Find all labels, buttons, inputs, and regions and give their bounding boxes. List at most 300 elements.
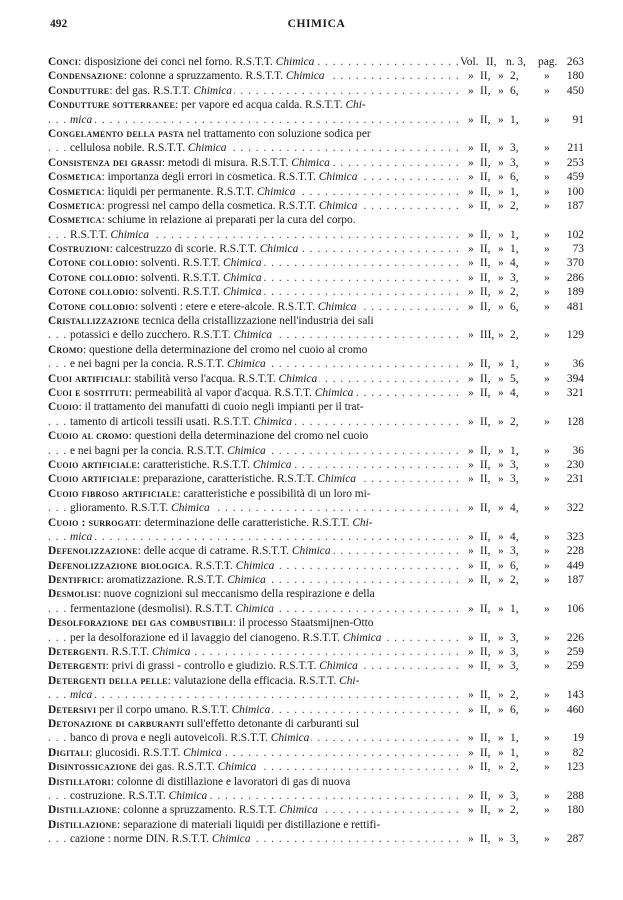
source-italic: Chimica xyxy=(193,84,233,97)
entry-text xyxy=(48,804,320,816)
ditto-mark: » xyxy=(468,300,474,313)
source-italic: Chimica xyxy=(171,502,210,515)
page-number-ref: 394 xyxy=(566,372,584,385)
entry-text xyxy=(48,560,276,572)
source-name xyxy=(235,603,274,615)
ditto-mark: » xyxy=(468,329,474,342)
index-entry xyxy=(48,300,584,314)
running-title: CHIMICA xyxy=(287,18,346,30)
source-italic: Chimica xyxy=(151,646,191,659)
ditto-mark: » xyxy=(498,689,504,702)
issue-number: 4, xyxy=(510,502,519,515)
issue-number: 3, xyxy=(510,271,519,284)
ditto-mark: » xyxy=(468,689,474,702)
entry-text xyxy=(70,632,383,644)
entry-reference xyxy=(466,530,584,544)
page-number-ref: 36 xyxy=(572,444,584,457)
source-italic: Chi- xyxy=(345,99,366,112)
ditto-mark: » xyxy=(498,372,504,385)
issue-number: 4, xyxy=(510,257,519,270)
entry-description: cellulosa nobile. R.S.T.T. xyxy=(70,142,188,155)
entry-text xyxy=(70,833,253,845)
source-italic: Chimica xyxy=(270,732,310,745)
page-number-ref: 36 xyxy=(572,358,584,371)
source-italic: Chimica xyxy=(317,300,357,313)
ditto-mark: » xyxy=(468,185,474,198)
ditto-mark: » xyxy=(544,631,550,644)
entry-text xyxy=(48,819,382,831)
source-italic: mica xyxy=(70,530,93,543)
source-italic: mica xyxy=(70,689,93,702)
ditto-mark: » xyxy=(544,70,550,83)
ditto-mark: » xyxy=(498,789,504,802)
entry-text xyxy=(48,286,264,298)
volume-number: II, xyxy=(480,545,491,558)
ditto-mark: » xyxy=(544,171,550,184)
ditto-mark: » xyxy=(468,271,474,284)
ditto-mark: » xyxy=(498,473,504,486)
source-name xyxy=(233,329,272,341)
ditto-mark: » xyxy=(468,458,474,471)
entry-text xyxy=(48,344,369,356)
entry-text xyxy=(48,200,359,212)
entry-description: : permeabilità al vapor d'acqua. R.S.T.T. xyxy=(128,386,315,399)
entry-reference xyxy=(466,271,584,285)
source-italic: Chimica xyxy=(275,56,315,68)
index-entry xyxy=(48,429,584,458)
source-italic: Chimica xyxy=(233,329,273,342)
issue-number: 2, xyxy=(510,199,519,212)
entry-description: fermentazione (desmolisi). R.S.T.T. xyxy=(70,602,236,615)
source-name xyxy=(169,790,208,802)
index-entry xyxy=(48,703,584,717)
issue-number: 2, xyxy=(510,415,519,428)
ditto-mark: » xyxy=(498,804,504,817)
ditto-mark: » xyxy=(468,358,474,371)
issue-number: 1, xyxy=(510,243,519,256)
entry-text xyxy=(48,704,272,716)
issue-number: 3, xyxy=(510,545,519,558)
volume-number: II, xyxy=(480,415,491,428)
ditto-mark: » xyxy=(544,386,550,399)
source-name xyxy=(183,747,222,759)
ditto-mark: » xyxy=(544,444,550,457)
source-name xyxy=(70,114,92,126)
entry-description: : valutazione della efficacia. R.S.T.T. xyxy=(167,674,340,687)
volume-number: II, xyxy=(480,84,491,97)
page-number-ref: 211 xyxy=(567,142,584,155)
entry-line xyxy=(48,314,584,328)
index-entry xyxy=(48,84,584,98)
page-number-ref: 187 xyxy=(566,574,584,587)
source-name xyxy=(317,473,356,485)
source-italic: Chimica xyxy=(227,444,266,457)
entry-description: : per vapore ed acqua calda. R.S.T.T. xyxy=(175,99,346,112)
entry-term: Dentifrici xyxy=(48,574,101,587)
issue-number: 3, xyxy=(510,833,519,846)
source-italic: Chimica xyxy=(291,156,330,169)
source-name xyxy=(70,689,92,701)
entry-term: Detonazione di carburanti xyxy=(48,717,185,730)
entry-description: : progressi nel campo della cosmetica. R.S.T.T. xyxy=(101,199,319,212)
index-entry xyxy=(48,775,584,804)
entry-term: Disintossicazione xyxy=(48,761,137,774)
entry-term: Condutture sotterranee xyxy=(48,99,176,112)
source-italic: Chimica xyxy=(187,142,227,155)
entry-text xyxy=(70,445,268,457)
index-entry xyxy=(48,127,584,156)
source-italic: Chimica xyxy=(223,271,262,284)
ditto-mark: » xyxy=(498,171,504,184)
source-italic: Chimica xyxy=(223,286,262,299)
issue-number: 6, xyxy=(510,703,519,716)
entry-reference xyxy=(466,357,584,371)
source-italic: Chimica xyxy=(259,243,299,256)
entry-description: tamento di articoli tessili usati. R.S.T.T. xyxy=(70,415,254,428)
index-entry xyxy=(48,156,584,170)
source-name xyxy=(223,272,262,284)
entry-text xyxy=(48,675,361,687)
entry-text xyxy=(70,142,229,154)
source-name xyxy=(188,142,227,154)
entry-text xyxy=(48,373,319,385)
ditto-mark: » xyxy=(468,171,474,184)
source-italic: Chimica xyxy=(223,257,262,270)
index-entry xyxy=(48,185,584,199)
issue-number: 1, xyxy=(510,746,519,759)
entry-text xyxy=(48,70,327,82)
ditto-mark: » xyxy=(468,228,474,241)
entry-term: Detergenti della pelle xyxy=(48,674,168,687)
volume-number: II, xyxy=(480,502,491,515)
issue-number: 4, xyxy=(510,530,519,543)
entry-reference xyxy=(466,659,584,673)
ditto-mark: » xyxy=(468,833,474,846)
ditto-mark: » xyxy=(468,530,474,543)
volume-number: II, xyxy=(480,444,491,457)
entry-line xyxy=(48,98,584,112)
entry-description: : il trattamento dei manufatti di cuoio negli impianti per il trat- xyxy=(78,401,364,414)
entry-term: Distillazione xyxy=(48,818,118,831)
entry-text xyxy=(48,301,358,313)
issue-number: 2, xyxy=(510,329,519,342)
entry-text xyxy=(48,430,370,442)
ditto-mark: » xyxy=(468,70,474,83)
volume-number: II, xyxy=(480,358,491,371)
entry-line xyxy=(48,818,584,832)
source-name xyxy=(152,646,191,658)
entry-reference xyxy=(466,458,584,472)
entry-description: : delle acque di catrame. R.S.T.T. xyxy=(137,545,292,558)
ditto-mark: » xyxy=(498,458,504,471)
entry-description: : questione della determinazione del cromo nel cuoio al cromo xyxy=(83,343,368,356)
entry-line xyxy=(48,516,584,530)
entry-description: : solventi. R.S.T.T. xyxy=(134,286,224,299)
page-number-ref: 460 xyxy=(566,703,584,716)
page-number-ref: 73 xyxy=(572,243,584,256)
volume-number: II, xyxy=(480,789,491,802)
entry-text xyxy=(48,660,360,672)
ditto-mark: » xyxy=(498,732,504,745)
ditto-mark: » xyxy=(544,545,550,558)
ditto-mark: » xyxy=(498,746,504,759)
entry-reference xyxy=(466,328,584,342)
index-entry xyxy=(48,544,584,558)
issue-number: 2, xyxy=(510,70,519,83)
index-entry xyxy=(48,516,584,545)
entry-reference xyxy=(466,141,584,155)
ditto-mark: » xyxy=(498,833,504,846)
index-entry xyxy=(48,285,584,299)
issue-number: 3, xyxy=(510,142,519,155)
ditto-mark: » xyxy=(498,271,504,284)
entry-description: costruzione. R.S.T.T. xyxy=(70,789,169,802)
page-number-ref: 128 xyxy=(566,415,584,428)
index-entry xyxy=(48,242,584,256)
page-number-ref: 370 xyxy=(566,257,584,270)
ditto-mark: » xyxy=(468,660,474,673)
entry-term: Cuoio xyxy=(48,401,79,414)
volume-number: II, xyxy=(480,746,491,759)
entry-term: Cuoio : surrogati xyxy=(48,516,139,529)
source-name xyxy=(227,574,266,586)
issue-number: 1, xyxy=(510,113,519,126)
volume-number: II, xyxy=(480,286,491,299)
volume-number: II, xyxy=(480,761,491,774)
entry-line xyxy=(48,775,584,789)
index-entry xyxy=(48,573,584,587)
volume-number: II, xyxy=(480,386,491,399)
ditto-mark: » xyxy=(544,559,550,572)
ditto-mark: » xyxy=(498,185,504,198)
entry-text xyxy=(48,761,258,773)
page-number-ref: 102 xyxy=(566,228,584,241)
index-entry xyxy=(48,271,584,285)
source-italic: Chimica xyxy=(319,660,358,673)
page-number-ref: 323 xyxy=(566,530,584,543)
entry-text xyxy=(48,545,333,557)
source-name xyxy=(271,732,310,744)
source-italic: Chimica xyxy=(227,574,266,587)
entry-reference xyxy=(466,789,584,803)
ditto-mark: » xyxy=(544,703,550,716)
source-italic: Chimica xyxy=(252,458,292,471)
ditto-mark: » xyxy=(468,574,474,587)
issue-number: 2, xyxy=(510,804,519,817)
index-entry xyxy=(48,69,584,83)
entry-text xyxy=(48,128,373,140)
issue-number: 3, xyxy=(510,156,519,169)
ditto-mark: » xyxy=(468,761,474,774)
ditto-mark: » xyxy=(498,70,504,83)
volume-number: II, xyxy=(480,156,491,169)
issue-number: 2, xyxy=(510,761,519,774)
entry-description: sull'effetto detonante di carburanti sul xyxy=(184,717,360,730)
page-number-ref: 189 xyxy=(566,286,584,299)
entry-term: Cosmetica xyxy=(48,185,102,198)
issue-number: 2, xyxy=(510,574,519,587)
index-entry xyxy=(48,587,584,616)
index-entry xyxy=(48,559,584,573)
ditto-mark: » xyxy=(498,84,504,97)
page-number-ref: 231 xyxy=(566,473,584,486)
entry-text xyxy=(70,229,151,241)
ditto-mark: » xyxy=(544,473,550,486)
entry-description: : aromatizzazione. R.S.T.T. xyxy=(100,574,228,587)
source-italic: Chimica xyxy=(285,70,325,83)
source-italic: Chimica xyxy=(318,171,358,184)
entry-text xyxy=(48,488,373,500)
entry-term: Cuoio al cromo xyxy=(48,430,129,443)
entry-term: Cosmetica xyxy=(48,171,102,184)
entry-text xyxy=(48,56,316,68)
ditto-mark: » xyxy=(544,185,550,198)
issue-number: 3, xyxy=(510,473,519,486)
ditto-mark: » xyxy=(544,271,550,284)
ditto-mark: » xyxy=(498,156,504,169)
ditto-mark: » xyxy=(498,142,504,155)
entry-text xyxy=(48,617,375,629)
source-name xyxy=(318,301,357,313)
entry-description: : metodi di misura. R.S.T.T. xyxy=(161,156,292,169)
source-italic: Chimica xyxy=(256,185,296,198)
entry-term: Conci xyxy=(48,56,79,68)
ditto-mark: » xyxy=(544,415,550,428)
ditto-mark: » xyxy=(544,660,550,673)
entry-description: potassici e dello zucchero. R.S.T.T. xyxy=(70,329,234,342)
ditto-mark: » xyxy=(468,559,474,572)
entry-description: : caratteristiche e possibilità di un loro mi- xyxy=(177,487,371,500)
entry-description: : questioni della determinazione del cromo nel cuoio xyxy=(128,430,369,443)
ditto-mark: » xyxy=(544,502,550,515)
page-header xyxy=(50,18,583,34)
ditto-mark: » xyxy=(544,300,550,313)
ditto-mark: » xyxy=(468,84,474,97)
ditto-mark: » xyxy=(498,199,504,212)
entry-description: : separazione di materiali liquidi per distillazione e rettifi- xyxy=(117,818,381,831)
volume-number: II, xyxy=(480,271,491,284)
entry-text xyxy=(48,243,300,255)
volume-number: II, xyxy=(480,646,491,659)
issue-number: 3, xyxy=(510,631,519,644)
page-number-ref: 187 xyxy=(566,199,584,212)
entry-term: Desolforazione dei gas combustibili xyxy=(48,617,233,630)
entry-description: dei gas. R.S.T.T. xyxy=(136,761,218,774)
ditto-mark: » xyxy=(544,142,550,155)
entry-reference xyxy=(466,703,584,717)
index-entry xyxy=(48,760,584,774)
entry-text xyxy=(70,329,274,341)
index-entry xyxy=(48,659,584,673)
issue-number: 1, xyxy=(510,732,519,745)
source-italic: Chimica xyxy=(231,703,271,716)
index-entry xyxy=(48,458,584,472)
entry-text xyxy=(48,517,375,529)
ditto-mark: » xyxy=(498,703,504,716)
volume-number: II, xyxy=(480,199,491,212)
ditto-mark: » xyxy=(468,502,474,515)
entry-reference xyxy=(466,242,584,256)
entry-reference xyxy=(466,832,584,846)
entry-term: Cristallizzazione xyxy=(48,315,140,328)
ditto-mark: » xyxy=(468,804,474,817)
ditto-mark: » xyxy=(544,732,550,745)
entry-reference xyxy=(466,559,584,573)
ditto-mark: » xyxy=(468,372,474,385)
entry-term: Desmolisi xyxy=(48,588,98,601)
entry-description: : privi di grassi - controllo e giudizio. R.S.T.T. xyxy=(105,660,320,673)
volume-number: II, xyxy=(480,372,491,385)
ditto-mark: » xyxy=(468,789,474,802)
source-italic: Chimica xyxy=(235,559,275,572)
issue-number: n. 3, xyxy=(506,56,526,68)
entry-description: : preparazione, caratteristiche. R.S.T.T. xyxy=(136,473,318,486)
entry-line xyxy=(48,343,584,357)
ditto-mark: » xyxy=(498,602,504,615)
entry-reference xyxy=(466,84,584,98)
page-number-ref: 228 xyxy=(566,545,584,558)
entry-term: Cromo xyxy=(48,343,83,356)
entry-reference xyxy=(466,386,584,400)
issue-number: 1, xyxy=(510,185,519,198)
ditto-mark: » xyxy=(468,732,474,745)
ditto-mark: » xyxy=(544,689,550,702)
entry-description: banco di prova e negli autoveicoli. R.S.T.T. xyxy=(70,732,271,745)
ditto-mark: » xyxy=(468,545,474,558)
ditto-mark: » xyxy=(498,761,504,774)
entry-term: Cotone collodio xyxy=(48,257,135,270)
entry-line xyxy=(48,674,584,688)
source-italic: Chimica xyxy=(183,746,222,759)
source-name xyxy=(253,459,292,471)
entry-description: tecnica della cristallizzazione nell'industria dei sali xyxy=(139,315,374,328)
entry-description: : nuove cognizioni sul meccanismo della respirazione e della xyxy=(97,588,375,601)
volume-number: II, xyxy=(480,660,491,673)
entry-line xyxy=(48,213,584,227)
entry-text xyxy=(48,85,234,97)
entry-reference xyxy=(466,415,584,429)
entry-description: : caratteristiche. R.S.T.T. xyxy=(136,458,253,471)
volume-number: II, xyxy=(480,689,491,702)
page-number-ref: 123 xyxy=(566,761,584,774)
volume-number: II, xyxy=(480,833,491,846)
ditto-mark: » xyxy=(498,444,504,457)
index-entry xyxy=(48,400,584,429)
entry-description: : solventi. R.S.T.T. xyxy=(134,271,224,284)
ditto-mark: » xyxy=(468,646,474,659)
issue-number: 2, xyxy=(510,689,519,702)
volume-number: II, xyxy=(480,559,491,572)
entry-reference xyxy=(466,602,584,616)
entry-reference xyxy=(466,746,584,760)
entry-reference xyxy=(466,501,584,515)
issue-number: 1, xyxy=(510,228,519,241)
ditto-mark: » xyxy=(544,646,550,659)
page-number-ref: 91 xyxy=(572,113,584,126)
source-italic: Chimica xyxy=(168,789,208,802)
source-italic: Chimica xyxy=(291,545,331,558)
entry-reference xyxy=(466,228,584,242)
page-number-ref: 321 xyxy=(566,386,584,399)
source-name xyxy=(223,286,262,298)
entry-term: Condutture xyxy=(48,84,110,97)
entry-reference xyxy=(466,199,584,213)
volume-number: II, xyxy=(480,300,491,313)
index-entry xyxy=(48,372,584,386)
volume-number: II, xyxy=(480,185,491,198)
entry-term: Cuoio fibroso artificiale xyxy=(48,487,178,500)
entry-text xyxy=(70,114,94,126)
